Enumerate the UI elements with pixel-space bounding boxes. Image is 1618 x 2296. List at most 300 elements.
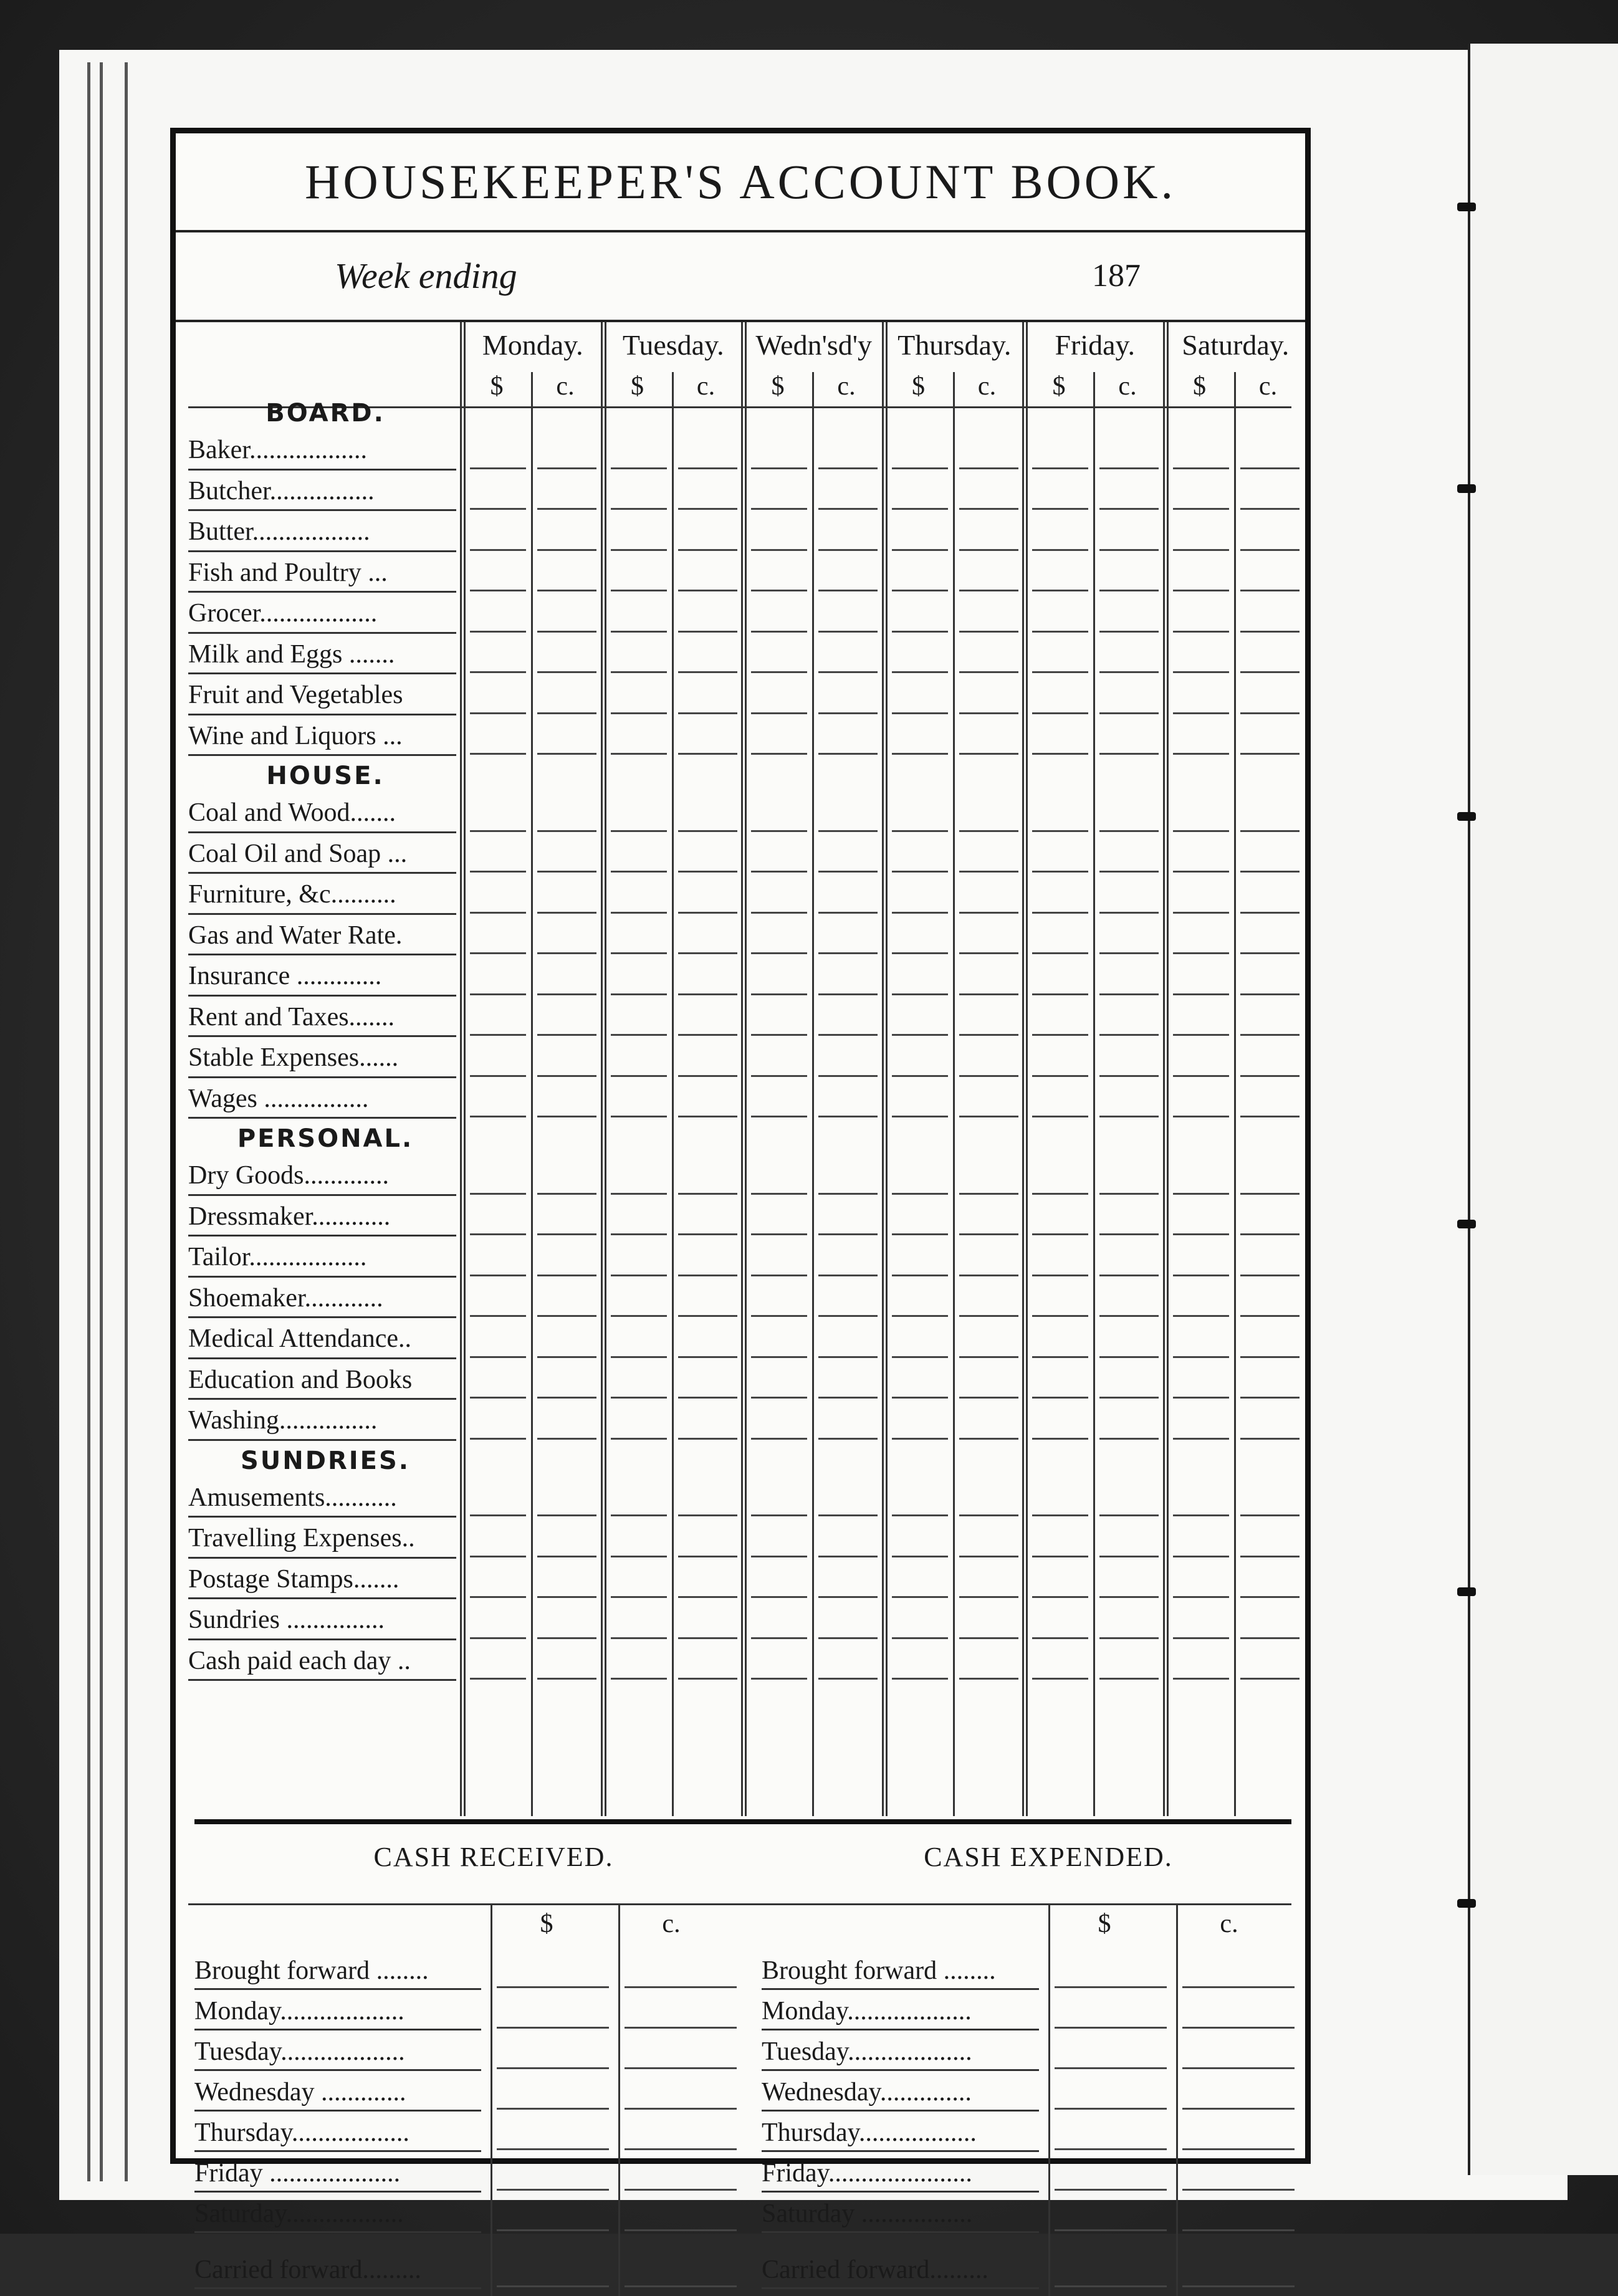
- amount-cell-line: [470, 871, 526, 873]
- amount-cell-line: [751, 1556, 807, 1557]
- cash-row-label: Wednesday .............: [194, 2075, 481, 2112]
- amount-cell-line: [1055, 2285, 1167, 2287]
- amount-cell-line: [470, 830, 526, 832]
- cents-divider: [1093, 372, 1095, 1816]
- amount-cell-line: [892, 1275, 948, 1276]
- amount-cell-line: [892, 952, 948, 954]
- amount-cell-line: [1032, 1637, 1088, 1639]
- amount-cell-line: [751, 508, 807, 510]
- cash-row-label: Tuesday...................: [762, 2034, 1039, 2071]
- amount-cell-line: [1240, 1438, 1300, 1440]
- cash-row-label: Friday......................: [762, 2156, 1039, 2193]
- amount-cell-line: [751, 671, 807, 673]
- amount-cell-line: [1032, 549, 1088, 551]
- section-title-board: BOARD.: [266, 399, 385, 428]
- amount-cell-line: [818, 1556, 878, 1557]
- amount-cell-line: [1240, 1034, 1300, 1036]
- amount-cell-line: [1099, 1275, 1159, 1276]
- expense-row-label: Washing...............: [188, 1403, 456, 1441]
- cash-received-title: CASH RECEIVED.: [373, 1842, 614, 1872]
- cash-row-label: Friday ....................: [194, 2156, 481, 2193]
- amount-cell-line: [1182, 2148, 1295, 2150]
- dollar-header: $: [912, 372, 925, 401]
- binding-stitch: [1457, 484, 1476, 493]
- amount-cell-line: [1173, 631, 1229, 633]
- amount-cell-line: [470, 1556, 526, 1557]
- amount-cell-line: [818, 1514, 878, 1516]
- amount-cell-line: [892, 1356, 948, 1358]
- amount-cell-line: [959, 871, 1018, 873]
- amount-cell-line: [678, 1556, 737, 1557]
- amount-cell-line: [959, 830, 1018, 832]
- amount-cell-line: [751, 1514, 807, 1516]
- expense-row-label: Furniture, &c..........: [188, 877, 456, 915]
- amount-cell-line: [751, 1275, 807, 1276]
- amount-cell-line: [1240, 1275, 1300, 1276]
- amount-cell-line: [678, 590, 737, 591]
- amount-cell-line: [1099, 1397, 1159, 1399]
- amount-cell-line: [818, 993, 878, 995]
- day-header-6: Saturday.: [1182, 329, 1290, 361]
- dollar-header: $: [771, 372, 785, 401]
- amount-cell-line: [1240, 671, 1300, 673]
- amount-cell-line: [959, 1596, 1018, 1598]
- amount-cell-line: [611, 1275, 667, 1276]
- amount-cell-line: [1055, 2027, 1167, 2029]
- amount-cell-line: [497, 2148, 609, 2150]
- amount-cell-line: [818, 1356, 878, 1358]
- day-divider: [601, 322, 603, 1816]
- amount-cell-line: [892, 549, 948, 551]
- amount-cell-line: [497, 2067, 609, 2069]
- amount-cell-line: [678, 467, 737, 469]
- amount-cell-line: [1032, 590, 1088, 591]
- day-divider: [741, 322, 743, 1816]
- amount-cell-line: [1240, 830, 1300, 832]
- amount-cell-line: [611, 1034, 667, 1036]
- amount-cell-line: [1099, 830, 1159, 832]
- expense-row-label: Wine and Liquors ...: [188, 719, 456, 757]
- amount-cell-line: [818, 912, 878, 914]
- day-divider: [882, 322, 884, 1816]
- amount-cell-line: [818, 1678, 878, 1680]
- amount-cell-line: [1099, 912, 1159, 914]
- amount-cell-line: [678, 1356, 737, 1358]
- amount-cell-line: [1055, 2108, 1167, 2110]
- day-divider: [886, 322, 888, 1816]
- amount-cell-line: [751, 1034, 807, 1036]
- amount-cell-line: [611, 1514, 667, 1516]
- amount-cell-line: [1173, 1034, 1229, 1036]
- amount-cell-line: [1032, 1356, 1088, 1358]
- expense-row-label: Coal and Wood.......: [188, 795, 456, 833]
- amount-cell-line: [678, 1678, 737, 1680]
- amount-cell-line: [1032, 993, 1088, 995]
- amount-cell-line: [1099, 1233, 1159, 1235]
- amount-cell-line: [1173, 549, 1229, 551]
- amount-cell-line: [959, 1233, 1018, 1235]
- amount-cell-line: [892, 993, 948, 995]
- amount-cell-line: [751, 1193, 807, 1195]
- expense-row-label: Wages ................: [188, 1081, 456, 1119]
- amount-cell-line: [959, 912, 1018, 914]
- expense-row-label: Cash paid each day ..: [188, 1643, 456, 1681]
- amount-cell-line: [611, 952, 667, 954]
- expense-row-label: Fruit and Vegetables: [188, 677, 456, 715]
- amount-cell-line: [1182, 2067, 1295, 2069]
- amount-cell-line: [678, 1514, 737, 1516]
- amount-cell-line: [611, 1637, 667, 1639]
- amount-cell-line: [470, 1034, 526, 1036]
- amount-cell-line: [537, 549, 596, 551]
- amount-cell-line: [625, 2189, 737, 2191]
- amount-cell-line: [1032, 912, 1088, 914]
- cash-row-label: Tuesday...................: [194, 2034, 481, 2071]
- amount-cell-line: [1240, 1233, 1300, 1235]
- amount-cell-line: [892, 1514, 948, 1516]
- amount-cell-line: [959, 993, 1018, 995]
- amount-cell-line: [1173, 1193, 1229, 1195]
- amount-cell-line: [537, 1193, 596, 1195]
- amount-cell-line: [1099, 549, 1159, 551]
- expense-row-label: Gas and Water Rate.: [188, 918, 456, 956]
- amount-cell-line: [1099, 1075, 1159, 1077]
- amount-cell-line: [892, 712, 948, 714]
- cash-row-label: Carried forward.........: [194, 2252, 481, 2289]
- amount-cell-line: [1173, 1397, 1229, 1399]
- amount-cell-line: [1032, 871, 1088, 873]
- section-title-house: HOUSE.: [266, 762, 385, 790]
- cents-header: c.: [1118, 372, 1137, 401]
- amount-cell-line: [537, 1233, 596, 1235]
- amount-cell-line: [1099, 1193, 1159, 1195]
- amount-cell-line: [1173, 753, 1229, 755]
- amount-cell-line: [892, 1678, 948, 1680]
- cash-divider: [1048, 1903, 1050, 2296]
- expense-row-label: Amusements...........: [188, 1480, 456, 1518]
- cents-header: c.: [977, 372, 997, 401]
- amount-cell-line: [1173, 1075, 1229, 1077]
- amount-cell-line: [892, 1193, 948, 1195]
- amount-cell-line: [1240, 1556, 1300, 1557]
- amount-cell-line: [537, 830, 596, 832]
- amount-cell-line: [959, 671, 1018, 673]
- amount-cell-line: [1173, 508, 1229, 510]
- day-divider: [1022, 322, 1024, 1816]
- amount-cell-line: [751, 590, 807, 591]
- amount-cell-line: [625, 2067, 737, 2069]
- day-divider: [745, 322, 747, 1816]
- amount-cell-line: [892, 871, 948, 873]
- page-title: HOUSEKEEPER'S ACCOUNT BOOK.: [176, 133, 1305, 232]
- amount-cell-line: [1099, 1356, 1159, 1358]
- amount-cell-line: [751, 712, 807, 714]
- amount-cell-line: [470, 1356, 526, 1358]
- dollar-header: $: [1052, 372, 1066, 401]
- amount-cell-line: [470, 1397, 526, 1399]
- amount-cell-line: [537, 871, 596, 873]
- amount-cell-line: [818, 1233, 878, 1235]
- week-ending-row: [176, 232, 1305, 322]
- amount-cell-line: [537, 1514, 596, 1516]
- amount-cell-line: [678, 1397, 737, 1399]
- amount-cell-line: [625, 2148, 737, 2150]
- expense-row-label: Tailor..................: [188, 1240, 456, 1278]
- section-title-personal: PERSONAL.: [237, 1124, 414, 1153]
- day-header-2: Tuesday.: [622, 329, 724, 361]
- expense-row-label: Stable Expenses......: [188, 1040, 456, 1078]
- amount-cell-line: [1173, 1116, 1229, 1117]
- dollar-header: $: [540, 1910, 553, 1938]
- amount-cell-line: [892, 753, 948, 755]
- amount-cell-line: [470, 1116, 526, 1117]
- expense-row-label: Milk and Eggs .......: [188, 637, 456, 675]
- amount-cell-line: [1032, 1315, 1088, 1317]
- amount-cell-line: [1240, 1356, 1300, 1358]
- amount-cell-line: [470, 1514, 526, 1516]
- cents-divider: [672, 372, 674, 1816]
- expense-row-label: Insurance .............: [188, 959, 456, 997]
- amount-cell-line: [892, 1556, 948, 1557]
- amount-cell-line: [678, 993, 737, 995]
- amount-cell-line: [959, 712, 1018, 714]
- amount-cell-line: [1173, 671, 1229, 673]
- amount-cell-line: [537, 753, 596, 755]
- amount-cell-line: [818, 1075, 878, 1077]
- amount-cell-line: [892, 631, 948, 633]
- amount-cell-line: [1099, 753, 1159, 755]
- dollar-header: $: [631, 372, 644, 401]
- amount-cell-line: [1173, 1637, 1229, 1639]
- amount-cell-line: [1032, 1193, 1088, 1195]
- amount-cell-line: [1099, 871, 1159, 873]
- amount-cell-line: [892, 508, 948, 510]
- cash-row-label: Brought forward ........: [762, 1953, 1039, 1990]
- cents-header: c.: [1258, 372, 1278, 401]
- cash-expended-title: CASH EXPENDED.: [924, 1842, 1173, 1872]
- amount-cell-line: [678, 871, 737, 873]
- amount-cell-line: [959, 1514, 1018, 1516]
- amount-cell-line: [1240, 912, 1300, 914]
- amount-cell-line: [1240, 993, 1300, 995]
- amount-cell-line: [1032, 1397, 1088, 1399]
- cents-header: c.: [696, 372, 716, 401]
- amount-cell-line: [959, 1315, 1018, 1317]
- amount-cell-line: [892, 1397, 948, 1399]
- amount-cell-line: [892, 1596, 948, 1598]
- amount-cell-line: [497, 2285, 609, 2287]
- cents-divider: [531, 372, 533, 1816]
- amount-cell-line: [611, 1596, 667, 1598]
- amount-cell-line: [1173, 1438, 1229, 1440]
- amount-cell-line: [1240, 549, 1300, 551]
- amount-cell-line: [611, 1356, 667, 1358]
- amount-cell-line: [1173, 1678, 1229, 1680]
- amount-cell-line: [959, 1556, 1018, 1557]
- expense-row-label: Grocer..................: [188, 596, 456, 634]
- amount-cell-line: [678, 1438, 737, 1440]
- amount-cell-line: [751, 952, 807, 954]
- amount-cell-line: [1173, 1275, 1229, 1276]
- amount-cell-line: [818, 952, 878, 954]
- amount-cell-line: [1240, 631, 1300, 633]
- amount-cell-line: [892, 912, 948, 914]
- amount-cell-line: [470, 712, 526, 714]
- expense-row-label: Shoemaker............: [188, 1281, 456, 1319]
- amount-cell-line: [611, 1193, 667, 1195]
- cash-divider: [1176, 1903, 1178, 2296]
- amount-cell-line: [1173, 871, 1229, 873]
- amount-cell-line: [611, 1397, 667, 1399]
- amount-cell-line: [751, 912, 807, 914]
- amount-cell-line: [678, 1637, 737, 1639]
- amount-cell-line: [611, 508, 667, 510]
- amount-cell-line: [611, 830, 667, 832]
- amount-cell-line: [751, 467, 807, 469]
- amount-cell-line: [537, 1075, 596, 1077]
- amount-cell-line: [537, 1556, 596, 1557]
- amount-cell-line: [611, 1116, 667, 1117]
- amount-cell-line: [892, 830, 948, 832]
- amount-cell-line: [751, 1438, 807, 1440]
- amount-cell-line: [1032, 1438, 1088, 1440]
- amount-cell-line: [537, 1315, 596, 1317]
- cash-row-label: Wednesday..............: [762, 2075, 1039, 2112]
- binding-stitch: [1457, 203, 1476, 211]
- amount-cell-line: [537, 590, 596, 591]
- amount-cell-line: [1182, 2189, 1295, 2191]
- page-stack-edge: [125, 62, 128, 2181]
- amount-cell-line: [470, 1275, 526, 1276]
- amount-cell-line: [1182, 2229, 1295, 2231]
- amount-cell-line: [611, 590, 667, 591]
- amount-cell-line: [470, 590, 526, 591]
- amount-cell-line: [818, 712, 878, 714]
- amount-cell-line: [678, 671, 737, 673]
- amount-cell-line: [537, 671, 596, 673]
- amount-cell-line: [1032, 753, 1088, 755]
- amount-cell-line: [470, 508, 526, 510]
- amount-cell-line: [611, 1233, 667, 1235]
- amount-cell-line: [470, 912, 526, 914]
- cents-header: c.: [837, 372, 856, 401]
- amount-cell-line: [611, 671, 667, 673]
- amount-cell-line: [678, 508, 737, 510]
- amount-cell-line: [625, 1986, 737, 1988]
- cents-header: c.: [556, 372, 575, 401]
- amount-cell-line: [959, 508, 1018, 510]
- amount-cell-line: [678, 753, 737, 755]
- amount-cell-line: [959, 1275, 1018, 1276]
- amount-cell-line: [1240, 590, 1300, 591]
- amount-cell-line: [1099, 952, 1159, 954]
- page-stack-edge: [100, 62, 103, 2181]
- amount-cell-line: [959, 1075, 1018, 1077]
- amount-cell-line: [1099, 1596, 1159, 1598]
- cash-row-label: Monday...................: [762, 1994, 1039, 2031]
- section-title-sundries: SUNDRIES.: [241, 1446, 410, 1475]
- amount-cell-line: [818, 1116, 878, 1117]
- amount-cell-line: [818, 1275, 878, 1276]
- amount-cell-line: [818, 1438, 878, 1440]
- amount-cell-line: [818, 871, 878, 873]
- amount-cell-line: [470, 1075, 526, 1077]
- amount-cell-line: [470, 631, 526, 633]
- amount-cell-line: [497, 1986, 609, 1988]
- amount-cell-line: [611, 1556, 667, 1557]
- cents-divider: [953, 372, 955, 1816]
- amount-cell-line: [1240, 1193, 1300, 1195]
- amount-cell-line: [1055, 2189, 1167, 2191]
- amount-cell-line: [751, 753, 807, 755]
- amount-cell-line: [537, 1116, 596, 1117]
- amount-cell-line: [678, 830, 737, 832]
- amount-cell-line: [611, 631, 667, 633]
- expense-row-label: Dressmaker............: [188, 1199, 456, 1237]
- amount-cell-line: [818, 1596, 878, 1598]
- binding-stitch: [1457, 812, 1476, 821]
- amount-cell-line: [1032, 508, 1088, 510]
- amount-cell-line: [1099, 631, 1159, 633]
- amount-cell-line: [1240, 1116, 1300, 1117]
- amount-cell-line: [818, 631, 878, 633]
- amount-cell-line: [678, 1116, 737, 1117]
- day-divider: [1163, 322, 1165, 1816]
- amount-cell-line: [1055, 2148, 1167, 2150]
- day-header-5: Friday.: [1055, 329, 1136, 361]
- amount-cell-line: [818, 1397, 878, 1399]
- amount-cell-line: [1240, 1315, 1300, 1317]
- amount-cell-line: [959, 753, 1018, 755]
- amount-cell-line: [1173, 912, 1229, 914]
- amount-cell-line: [959, 1678, 1018, 1680]
- amount-cell-line: [751, 1075, 807, 1077]
- cash-row-label: Monday...................: [194, 1994, 481, 2031]
- amount-cell-line: [678, 1275, 737, 1276]
- amount-cell-line: [497, 2027, 609, 2029]
- amount-cell-line: [470, 671, 526, 673]
- amount-cell-line: [470, 549, 526, 551]
- amount-cell-line: [959, 1116, 1018, 1117]
- expense-row-label: Travelling Expenses..: [188, 1521, 456, 1559]
- amount-cell-line: [497, 2189, 609, 2191]
- amount-cell-line: [1099, 1678, 1159, 1680]
- amount-cell-line: [1099, 1556, 1159, 1557]
- amount-cell-line: [470, 1596, 526, 1598]
- amount-cell-line: [470, 1233, 526, 1235]
- amount-cell-line: [611, 1438, 667, 1440]
- amount-cell-line: [818, 1193, 878, 1195]
- amount-cell-line: [1240, 1596, 1300, 1598]
- amount-cell-line: [537, 952, 596, 954]
- day-divider: [1026, 322, 1028, 1816]
- amount-cell-line: [611, 1678, 667, 1680]
- expense-row-label: Fish and Poultry ...: [188, 555, 456, 593]
- amount-cell-line: [818, 671, 878, 673]
- amount-cell-line: [611, 1315, 667, 1317]
- amount-cell-line: [1173, 1556, 1229, 1557]
- expense-row-label: Education and Books: [188, 1362, 456, 1400]
- amount-cell-line: [751, 549, 807, 551]
- amount-cell-line: [818, 467, 878, 469]
- amount-cell-line: [1173, 830, 1229, 832]
- day-divider: [1167, 322, 1169, 1816]
- binding-stitch: [1457, 1587, 1476, 1596]
- amount-cell-line: [537, 712, 596, 714]
- account-book-page: [170, 128, 1311, 2284]
- amount-cell-line: [1032, 952, 1088, 954]
- amount-cell-line: [818, 753, 878, 755]
